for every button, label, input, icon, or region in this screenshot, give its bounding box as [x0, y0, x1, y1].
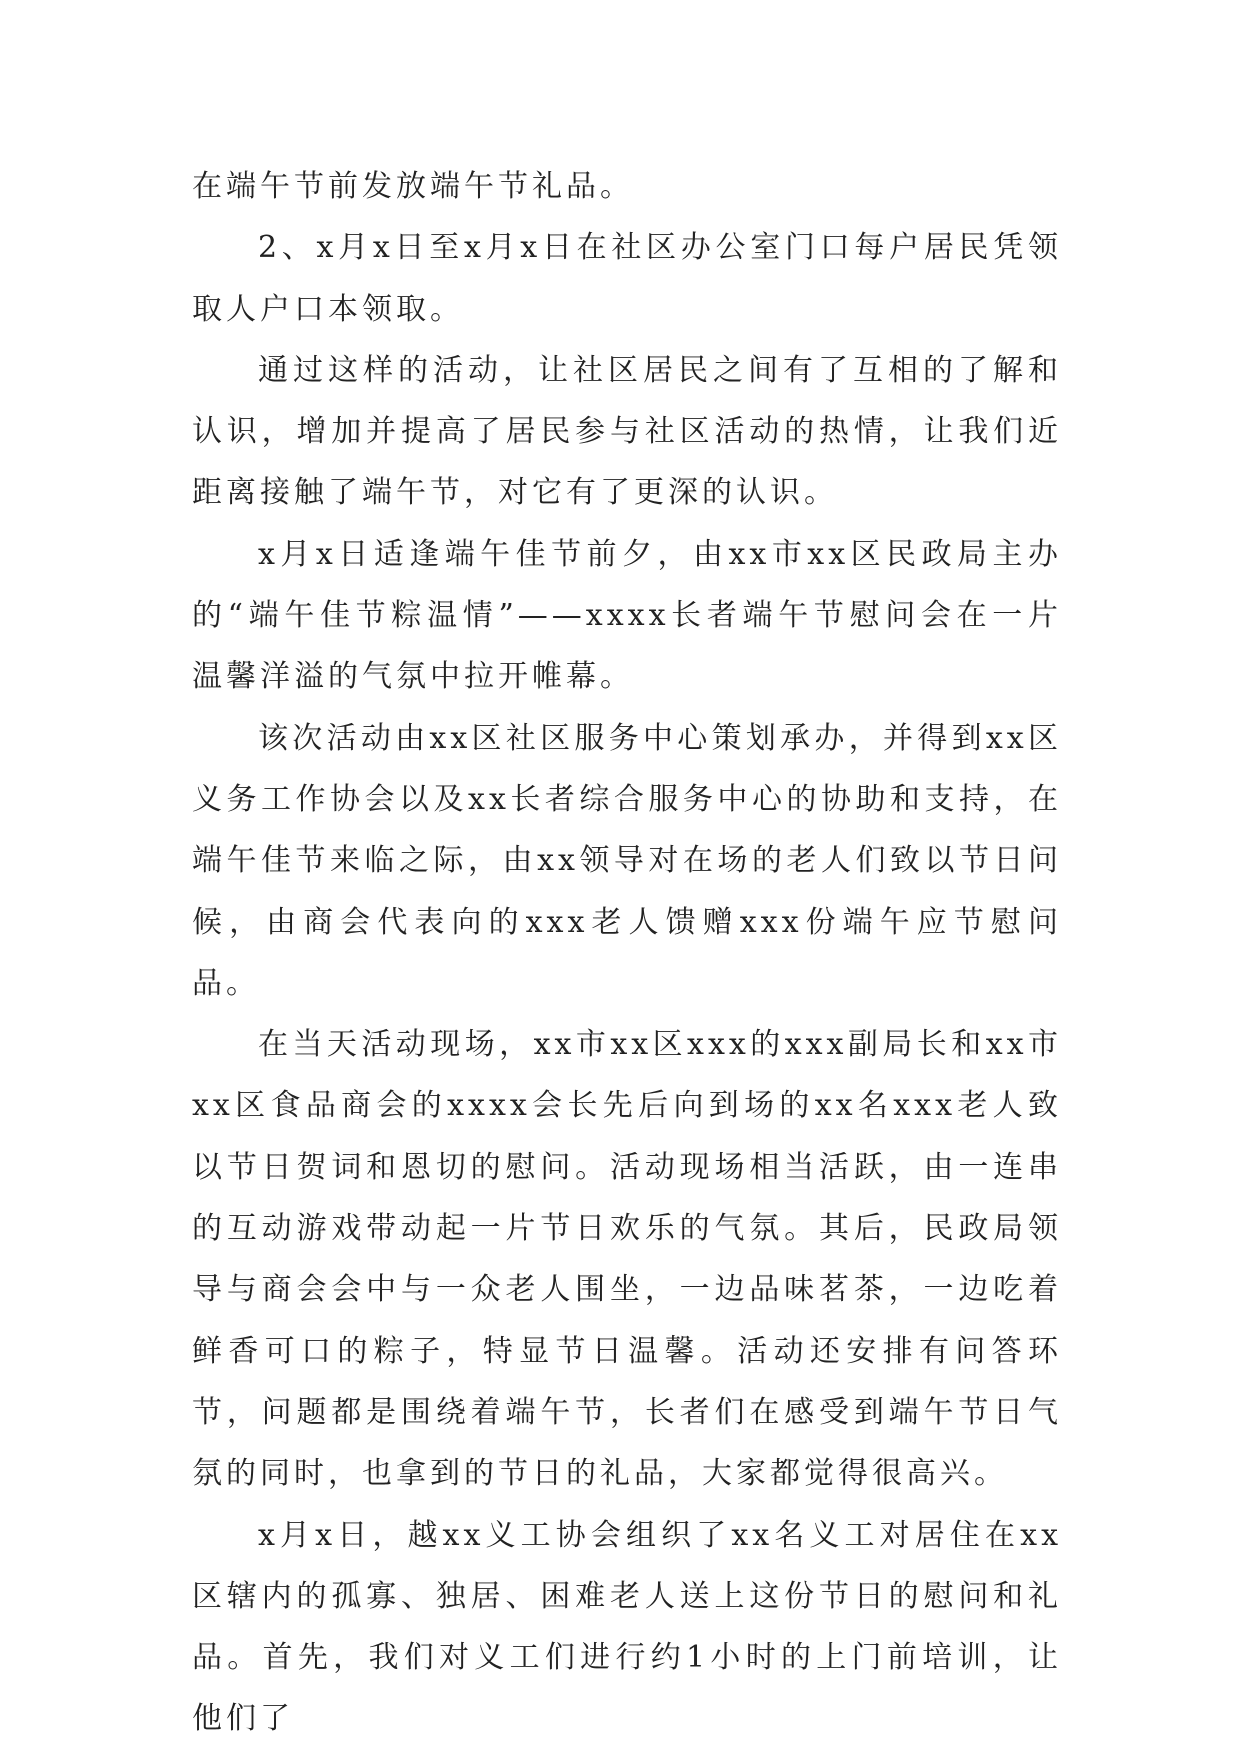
paragraph-5: 该次活动由xx区社区服务中心策划承办，并得到xx区义务工作协会以及xx长者综合服务中心的协助和支持，在端午佳节来临之际，由xx领导对在场的老人们致以节日问候，由商会代表向的xxx老人馈赠xxx份端午应节慰问品。	[192, 720, 1062, 1001]
paragraph-4: x月x日适逢端午佳节前夕，由xx市xx区民政局主办的“端午佳节粽温情”——xxxx长者端午节慰问会在一片温馨洋溢的气氛中拉开帷幕。	[192, 536, 1062, 695]
paragraph-6: 在当天活动现场，xx市xx区xxx的xxx副局长和xx市xx区食品商会的xxxx会长先后向到场的xx名xxx老人致以节日贺词和恩切的慰问。活动现场相当活跃，由一连串的互动游戏带动起一片节日欢乐的气氛。其后，民政局领导与商会会中与一众老人围坐，一边品味茗茶，一边吃着鲜香可口的粽子，特显节日温馨。活动还安排有问答环节，问题都是围绕着端午节，长者们在感受到端午节日气氛的同时，也拿到的节日的礼品，大家都觉得很高兴。	[192, 1027, 1062, 1492]
document-body	[192, 156, 1062, 1750]
paragraph-3: 通过这样的活动，让社区居民之间有了互相的了解和认识，增加并提高了居民参与社区活动的热情，让我们近距离接触了端午节，对它有了更深的认识。	[192, 352, 1062, 511]
paragraph-7: x月x日，越xx义工协会组织了xx名义工对居住在xx区辖内的孤寡、独居、困难老人送上这份节日的慰问和礼品。首先，我们对义工们进行约1小时的上门前培训，让他们了	[192, 1517, 1062, 1737]
paragraph-2: 2、x月x日至x月x日在社区办公室门口每户居民凭领取人户口本领取。	[192, 230, 1062, 327]
paragraph-1: 在端午节前发放端午节礼品。	[192, 169, 634, 204]
